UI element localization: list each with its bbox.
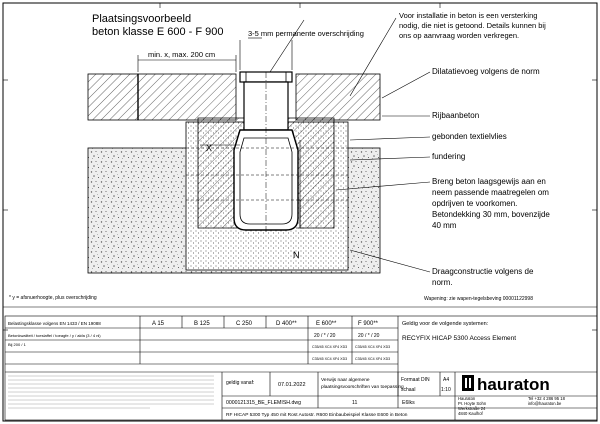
address-1: Hauraton <box>458 396 476 401</box>
format-value: A4 <box>443 377 450 383</box>
verwijs-1: Verwijs naar algemene <box>321 378 370 383</box>
drawing-number: 0000121315_BE_FLEMISH.dwg <box>226 400 301 406</box>
callout-installatie-1: Voor installatie in beton is een versterking <box>399 11 538 20</box>
sheet-number: 11 <box>352 400 358 406</box>
callout-installatie-3: ons op aanvraag worden verkregen. <box>399 31 520 40</box>
row3-label: Bij 200 / 1 <box>8 342 26 347</box>
long-description: RF HICAP 5300 Typ 450 mit Rost Autostr. R600 Einbaubeispiel Klasse E600 in Beton <box>226 413 408 418</box>
callout-draag-1: Draagconstructie volgens de <box>432 267 534 276</box>
callout-breng-3: opdrijven te voorkomen. <box>432 199 518 208</box>
class-c250: C 250 <box>236 321 253 327</box>
pavement-slab-left-outer <box>88 74 138 120</box>
channel-element <box>234 72 298 232</box>
schaal-value: 1:10 <box>441 387 451 393</box>
row2-label: Betonkwaliteit / toeslaffel / toeagfe / y / akfa (3 / 4 nl) <box>8 333 101 338</box>
wapening-note: Wapening: zie wapen-tegelsbeving 00001122998 <box>424 296 533 302</box>
class-e600: E 600** <box>316 321 337 327</box>
address-4: 4840 Kaulhof <box>458 411 483 416</box>
class-row-label: Belastingsklasse volgens EN 1433 / EN 19088 <box>8 321 101 326</box>
address-2: Pr. Hoyte Sohn <box>458 401 487 406</box>
callout-breng-4: Betondekking 30 mm, bovenzijde <box>432 210 550 219</box>
pavement-slab-left <box>138 74 236 120</box>
contact-phone: Tel +32 4 286 95 18 <box>528 396 565 401</box>
rc-3: C35/45 XC4 XF4 XD3 <box>312 357 348 361</box>
hauraton-logo <box>462 375 474 391</box>
callout-overschrijding: 3-5 mm permanente overschrijding <box>248 29 364 38</box>
callout-breng-1: Breng beton laagsgewijs aan en <box>432 177 546 186</box>
callout-dilatatie: Dilatatievoeg volgens de norm <box>432 67 540 76</box>
callout-min-max: min. x, max. 200 cm <box>148 50 216 59</box>
label-n: N <box>293 250 300 260</box>
callout-fundering: fundering <box>432 152 466 161</box>
class-b125: B 125 <box>194 321 210 327</box>
format-label: Formaat DIN <box>401 377 430 383</box>
date: 07.01.2022 <box>278 382 306 388</box>
callout-rijbaanbeton: Rijbaanbeton <box>432 111 480 120</box>
class-d400: D 400** <box>276 321 297 327</box>
callout-textielvlies: gebonden textielvlies <box>432 132 507 141</box>
fine-print <box>8 376 214 408</box>
value-f900: 20 / * / 20 <box>358 333 380 339</box>
title-line-2: beton klasse E 600 - F 900 <box>92 26 224 38</box>
address-3: Werkstraße 24 <box>458 406 486 411</box>
rc-2: C35/45 XC4 XF4 XD3 <box>355 345 391 349</box>
rc-1: C35/45 XC4 XF4 XD3 <box>312 345 348 349</box>
label-x: X <box>206 143 213 153</box>
callout-draag-2: norm. <box>432 278 453 287</box>
pavement-slab-right <box>296 74 380 120</box>
callout-breng-5: 40 mm <box>432 221 457 230</box>
system-name: RECYFIX HICAP 5300 Access Element <box>402 335 517 342</box>
title-line-1: Plaatsingsvoorbeeld <box>92 13 192 25</box>
schaal-label: schaal <box>401 387 416 393</box>
title-block-grid <box>5 316 597 420</box>
footnote: * y = afsnuerhoogte, plus overschrijding <box>9 295 97 301</box>
language-code: E6lks <box>402 400 415 406</box>
contact-email: info@hauraton.be <box>528 401 562 406</box>
value-e600: 20 / * / 20 <box>314 333 336 339</box>
callout-breng-2: neem passende maatregelen om <box>432 188 549 197</box>
brand-name: hauraton <box>477 375 550 394</box>
callout-installatie-2: nodig, die niet is getoond. Details kunnen bij <box>399 21 546 30</box>
rc-4: C35/45 XC4 XF4 XD3 <box>355 357 391 361</box>
class-f900: F 900** <box>358 321 379 327</box>
geldig-vanaf-label: geldig vanaf: <box>226 380 255 386</box>
class-a15: A 15 <box>152 321 165 327</box>
geldig-systemen: Geldig voor de volgende systemen: <box>402 321 489 327</box>
verwijs-2: plaatsingsvoorschriften van toepassing <box>321 385 404 390</box>
